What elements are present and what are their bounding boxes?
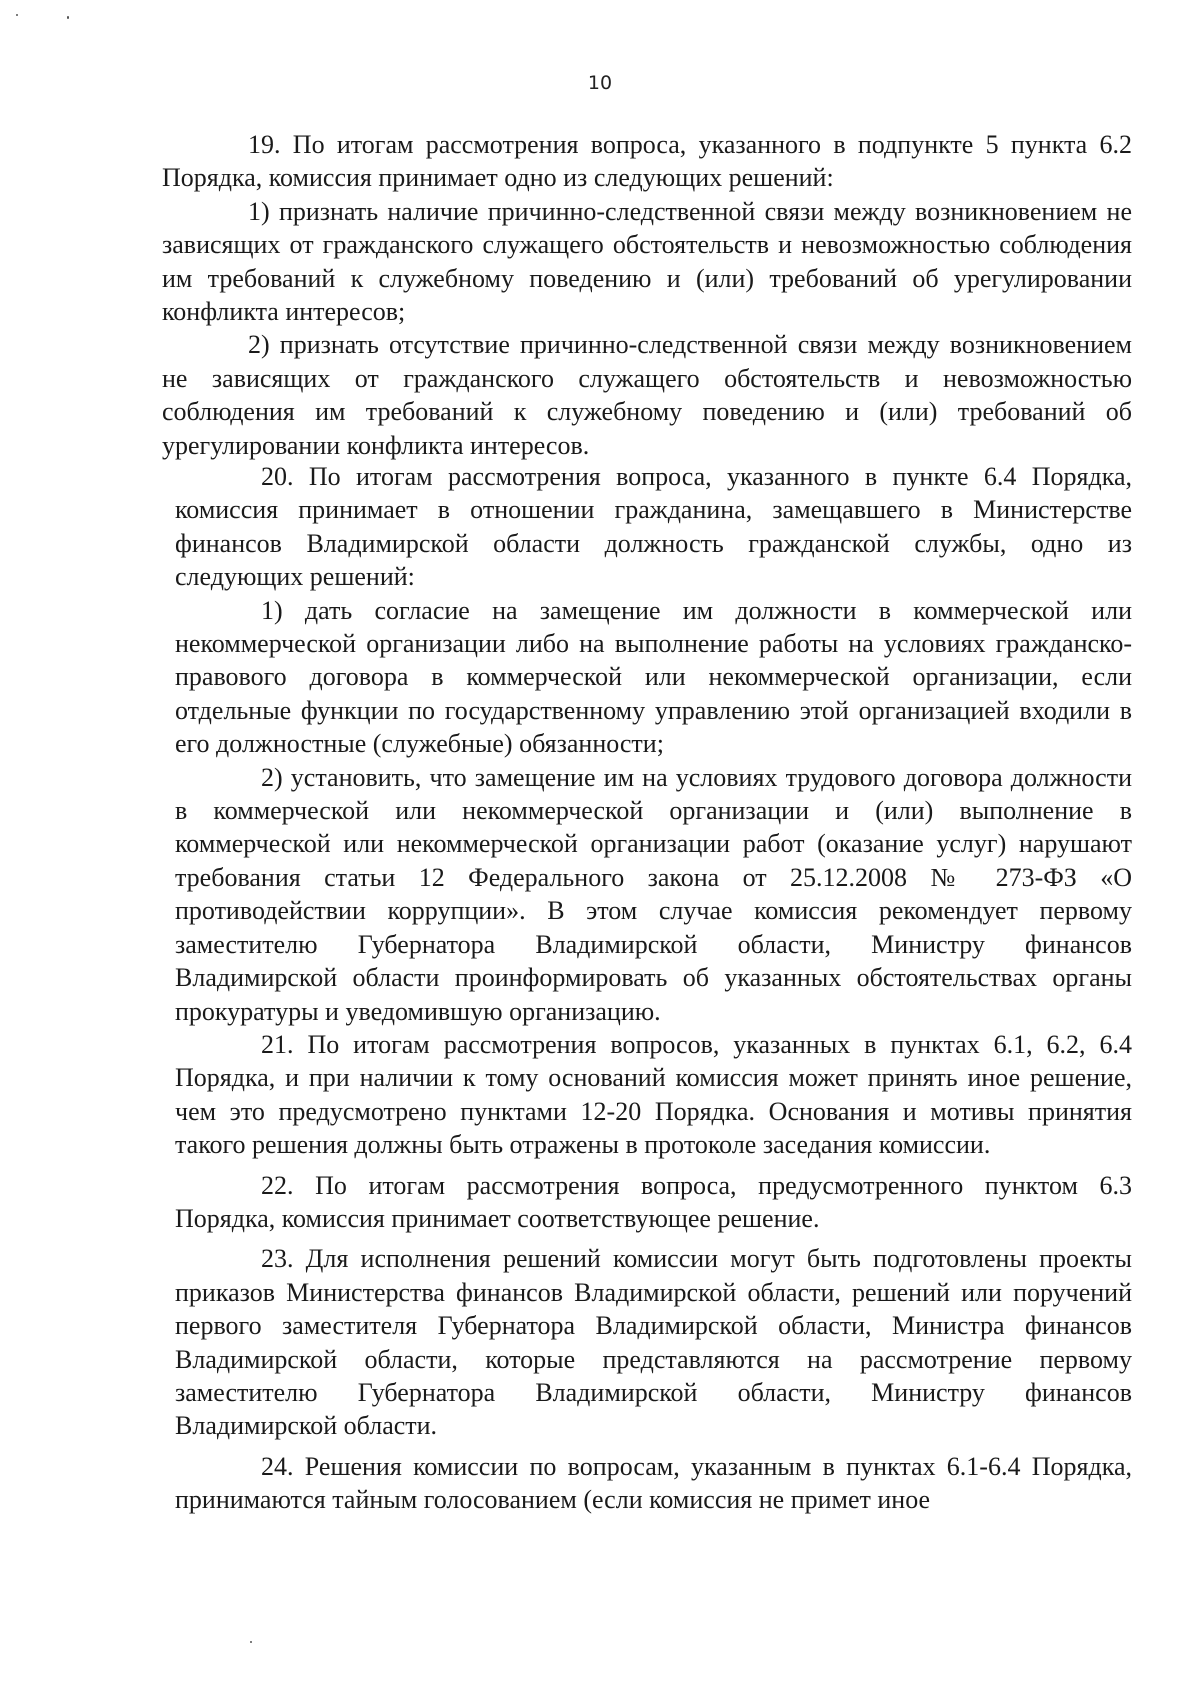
- paragraph-22: 22. По итогам рассмотрения вопроса, предусмотренного пунктом 6.3 Порядка, комиссия принимает соответствующее решение.: [175, 1170, 1132, 1233]
- paragraph-19-item-1: 1) признать наличие причинно-следственной связи между возникновением не зависящих от гражданского служащего обстоятельств и невозможностью соблюдения им требований к служебному поведению и (или) требований об урегулировании конфликта интересов;: [162, 196, 1132, 327]
- paragraph-19-item-2: 2) признать отсутствие причинно-следственной связи между возникновением не зависящих от гражданского служащего обстоятельств и невозможностью соблюдения им требований к служебному поведению и (или) требований об урегулировании конфликта интересов.: [162, 330, 1132, 460]
- sections-20-24-block: [175, 460, 1132, 1517]
- paragraph-19-intro: 19. По итогам рассмотрения вопроса, указанного в подпункте 5 пункта 6.2 Порядка, комиссия принимает одно из следующих решений:: [162, 130, 1132, 193]
- section-19-block: [162, 128, 1132, 462]
- paragraph-20-item-1: 1) дать согласие на замещение им должности в коммерческой или некоммерческой организации либо на выполнение работы на условиях гражданско-правового договора в коммерческой или некоммерческой организации, если отдельные функции по государственному управлению этой организацией входили в его должностные (служебные) обязанности;: [175, 595, 1132, 759]
- paragraph-20-item-2: 2) установить, что замещение им на условиях трудового договора должности в коммерческой или некоммерческой организации и (или) выполнение в коммерческой или некоммерческой организации работ (оказание услуг) нарушают требования статьи 12 Федерального закона от 25.12.2008 № 273-ФЗ «О противодействии коррупции». В этом случае комиссия рекомендует первому заместителю Губернатора Владимирской области, Министру финансов Владимирской области проинформировать об указанных обстоятельствах органы прокуратуры и уведомившую организацию.: [175, 762, 1132, 1026]
- paragraph-23: 23. Для исполнения решений комиссии могут быть подготовлены проекты приказов Министерства финансов Владимирской области, решений или поручений первого заместителя Губернатора Владимирской области, Министра финансов Владимирской области, которые представляются на рассмотрение первому заместителю Губернатора Владимирской области, Министру финансов Владимирской области.: [175, 1244, 1132, 1441]
- paragraph-20-intro: 20. По итогам рассмотрения вопроса, указанного в пункте 6.4 Порядка, комиссия принимает в отношении гражданина, замещавшего в Министерстве финансов Владимирской области должность гражданской службы, одно из следующих решений:: [175, 462, 1132, 592]
- paragraph-24: 24. Решения комиссии по вопросам, указанным в пунктах 6.1-6.4 Порядка, принимаются тайным голосованием (если комиссия не примет иное: [175, 1451, 1132, 1515]
- page-number: 10: [587, 72, 613, 94]
- paragraph-21: 21. По итогам рассмотрения вопросов, указанных в пунктах 6.1, 6.2, 6.4 Порядка, и при наличии к тому оснований комиссия может принять иное решение, чем это предусмотрено пунктами 12-20 Порядка. Основания и мотивы принятия такого решения должны быть отражены в протоколе заседания комиссии.: [175, 1029, 1132, 1160]
